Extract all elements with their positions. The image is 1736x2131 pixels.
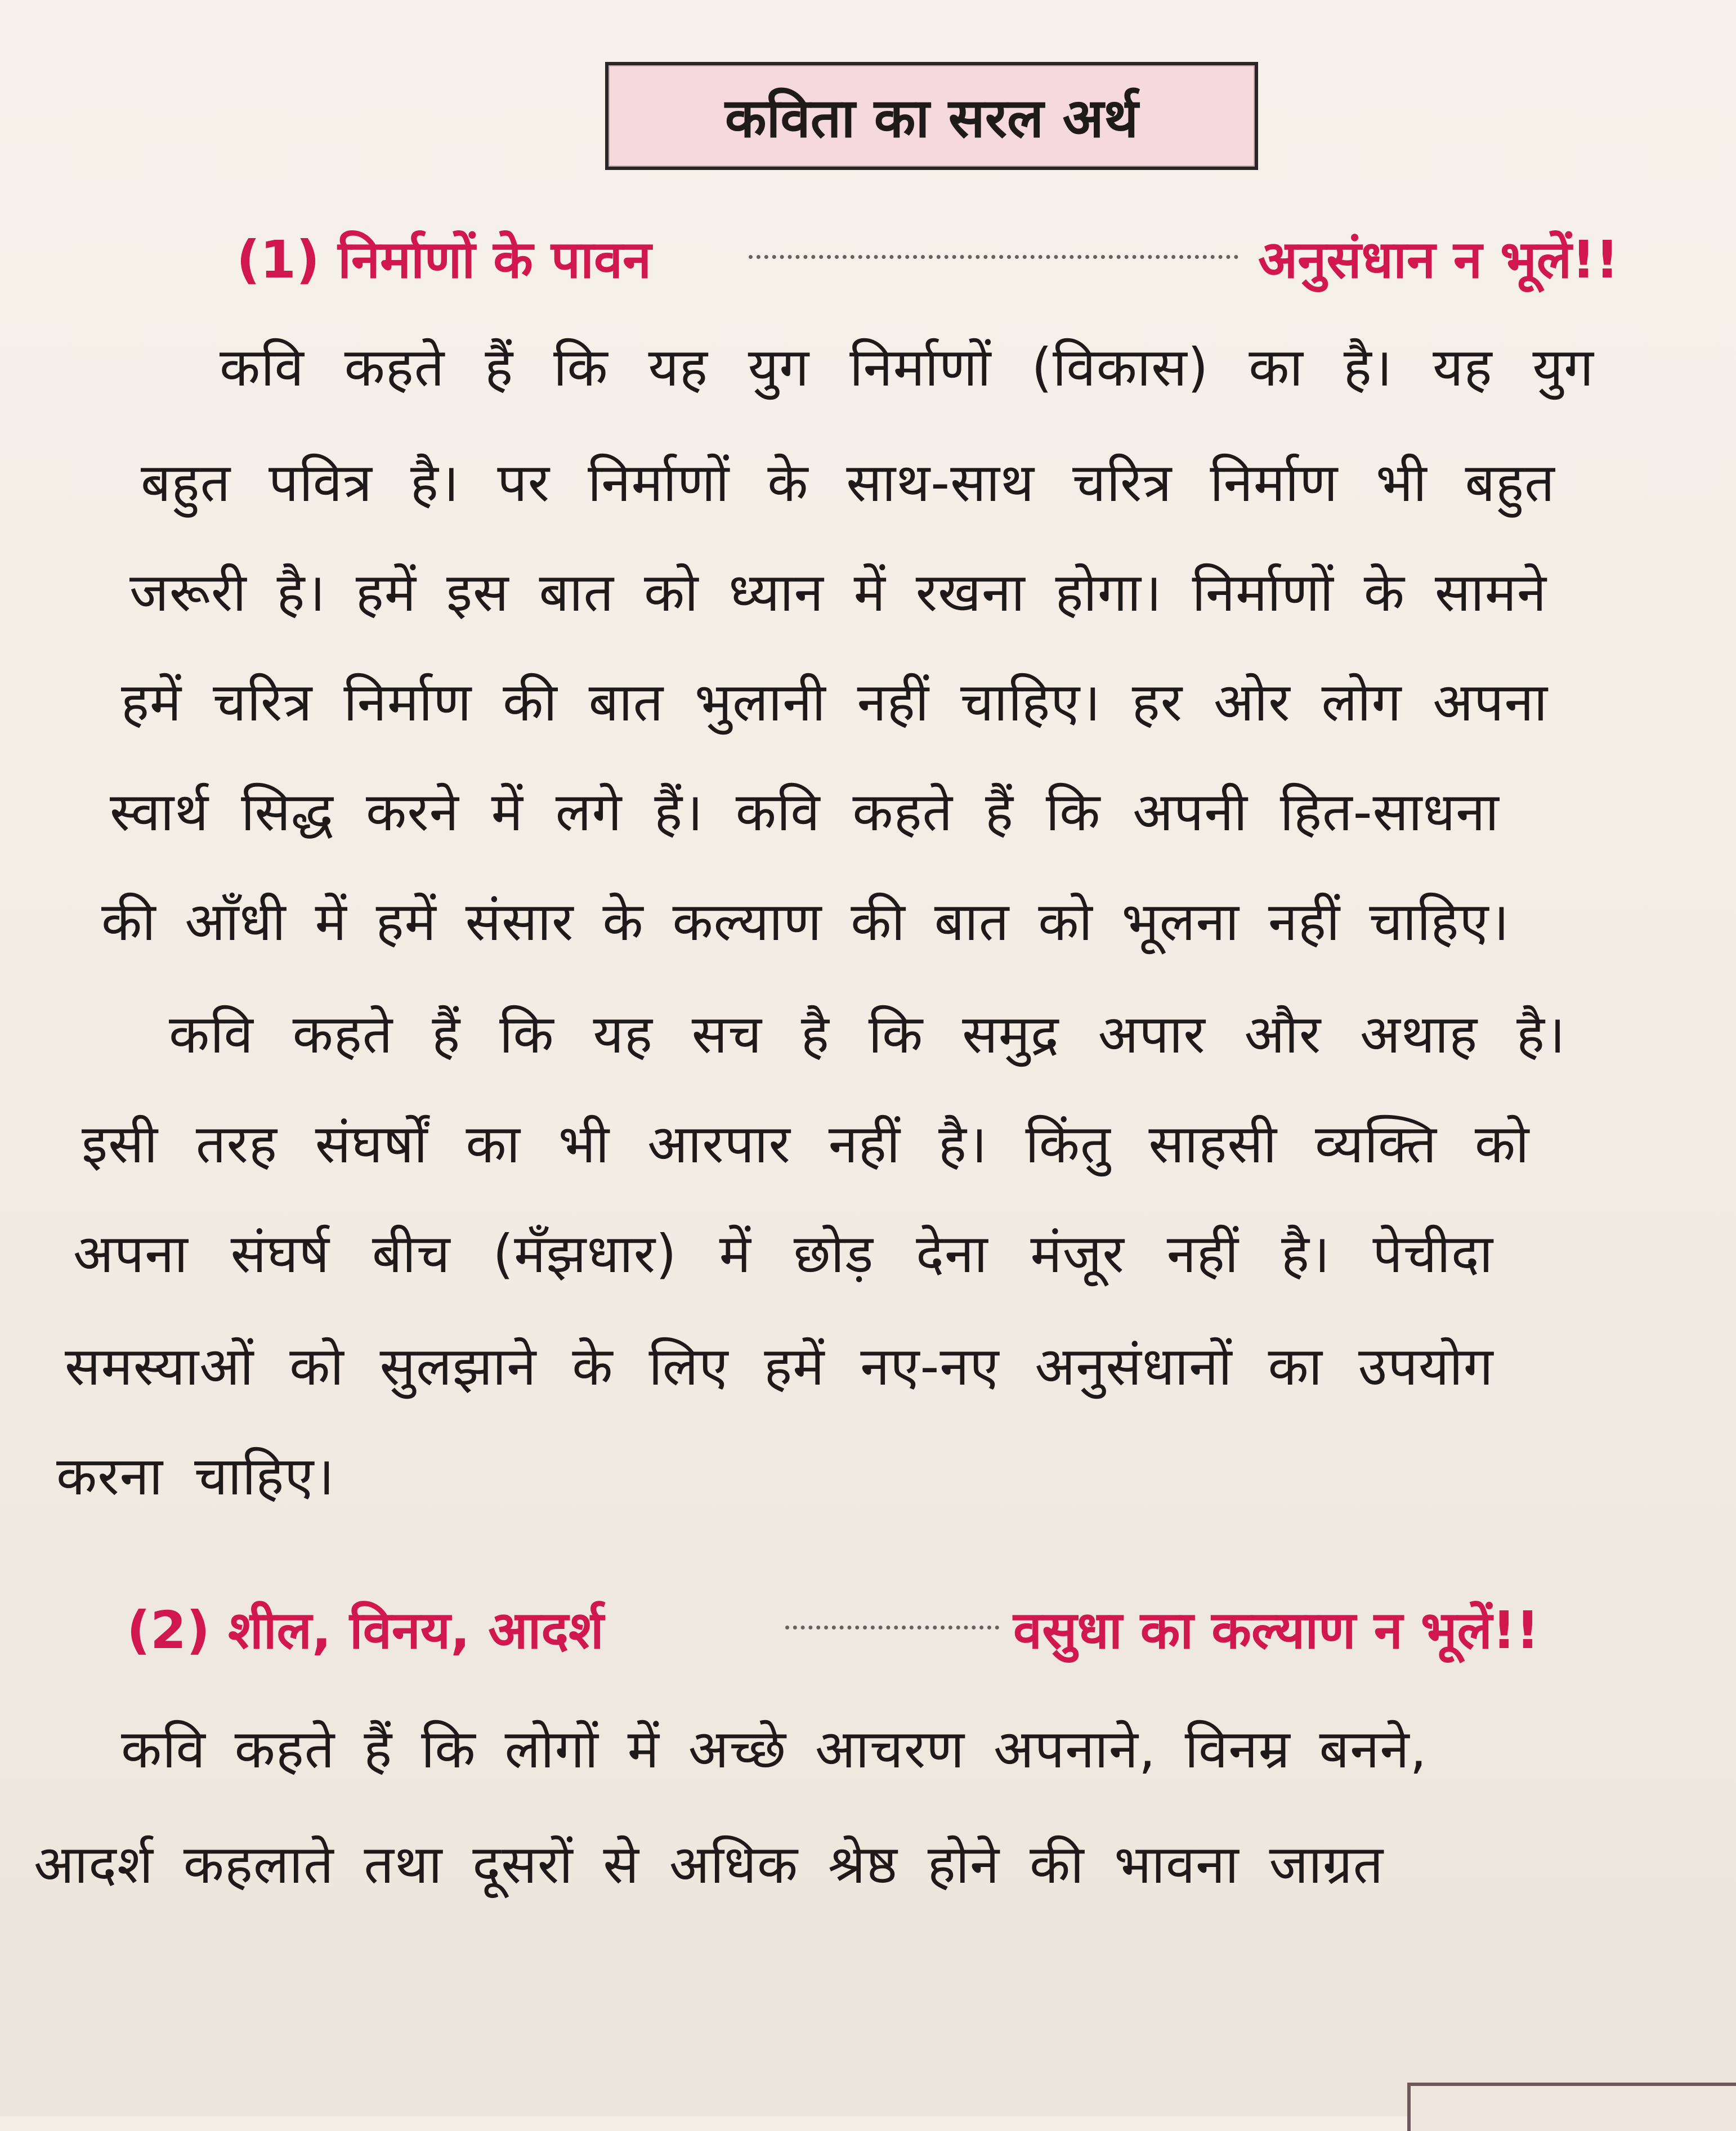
section-2-dotted-leader: [785, 1626, 999, 1629]
section-2-heading-left: (2) शील, विनय, आदर्श: [127, 1600, 604, 1660]
paragraph-line: की आँधी में हमें संसार के कल्याण की बात को भूलना नहीं चाहिए।: [101, 892, 1510, 953]
next-box-edge: [1407, 2083, 1736, 2131]
title-box: [605, 62, 1258, 170]
section-1-dotted-leader: [749, 255, 1238, 259]
paragraph-line: जरूरी है। हमें इस बात को ध्यान में रखना होगा। निर्माणों के सामने: [129, 562, 1547, 624]
paragraph-line: कवि कहते हैं कि यह युग निर्माणों (विकास) का है। यह युग: [220, 337, 1594, 399]
page-title: कविता का सरल अर्थ: [724, 86, 1139, 150]
section-1-heading: [0, 222, 1736, 296]
section-2-heading: [0, 1593, 1736, 1666]
paragraph-line: बहुत पवित्र है। पर निर्माणों के साथ-साथ चरित्र निर्माण भी बहुत: [141, 453, 1555, 514]
section-1-heading-right: अनुसंधान न भूलें!!: [1258, 230, 1619, 290]
paragraph-line: करना चाहिए।: [56, 1446, 335, 1507]
paragraph-line: समस्याओं को सुलझाने के लिए हमें नए-नए अनुसंधानों का उपयोग: [65, 1336, 1494, 1398]
section-2-heading-right: वसुधा का कल्याण न भूलें!!: [1013, 1600, 1540, 1660]
paragraph-line: स्वार्थ सिद्ध करने में लगे हैं। कवि कहते हैं कि अपनी हित-साधना: [110, 782, 1500, 843]
paragraph-line: कवि कहते हैं कि लोगों में अच्छे आचरण अपनाने, विनम्र बनने,: [121, 1719, 1428, 1780]
paragraph-line: कवि कहते हैं कि यह सच है कि समुद्र अपार और अथाह है।: [169, 1004, 1566, 1066]
paragraph-line: अपना संघर्ष बीच (मँझधार) में छोड़ देना मंजूर नहीं है। पेचीदा: [73, 1224, 1494, 1285]
section-1-heading-left: (1) निर्माणों के पावन: [236, 230, 652, 290]
paragraph-line: आदर्श कहलाते तथा दूसरों से अधिक श्रेष्ठ होने की भावना जाग्रत: [34, 1834, 1384, 1896]
paragraph-line: इसी तरह संघर्षों का भी आरपार नहीं है। किंतु साहसी व्यक्ति को: [82, 1114, 1530, 1175]
paragraph-line: हमें चरित्र निर्माण की बात भुलानी नहीं चाहिए। हर ओर लोग अपना: [121, 672, 1549, 733]
